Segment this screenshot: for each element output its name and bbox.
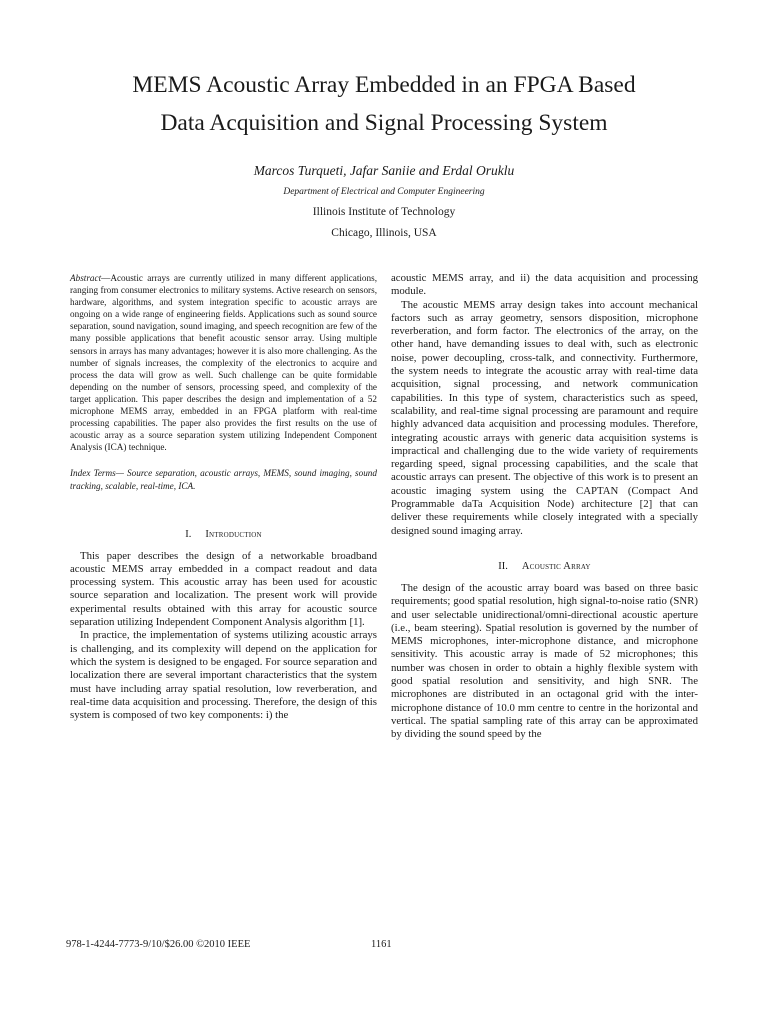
abstract bbox=[70, 272, 377, 453]
intro-paragraph-3: The acoustic MEMS array design takes into account mechanical factors such as array geometry, sensors disposition, microphone reverberation, and form factor. The electronics of the array, on the other hand, have demanding issues to deal with, such as electronic noise, power decoupling, cross-talk, and connectivity. Furthermore, the system needs to integrate the acoustic array with real-time data acquisition, signal processing, and network communication capabilities. In this type of system, characteristics such as speed, scalability, and real-time signal processing are paramount and require highly advanced data acquisition and processing modules. Therefore, integrating acoustic arrays with generic data acquisition systems is impractical and challenging due to the wide variety of requirements regarding speed, signal processing capabilities, and the scale that acoustic arrays can present. The objective of this work is to present an acoustic imaging system using the CAPTAN (Compact And Programmable daTa Acquisition Node) architecture [2] that can deliver these requirements while closely integrated with a specially designed sound imaging array. bbox=[391, 298, 698, 537]
section-name: Introduction bbox=[205, 528, 262, 540]
section-heading-introduction bbox=[70, 528, 377, 542]
intro-paragraph-2: In practice, the implementation of systems utilizing acoustic arrays is challenging, and its complexity will depend on the application for which the system is designed to be engaged. For source separation and localization there are several important characteristics that the system must have including array spatial resolution, low reverberation, and real-time data acquisition and processing. Therefore, the design of this system is composed of two key components: i) the bbox=[70, 629, 377, 722]
index-terms: Index Terms— Source separation, acoustic arrays, MEMS, sound imaging, sound tracking, scalable, real-time, ICA. bbox=[70, 468, 377, 491]
abstract-lead: Abstract bbox=[70, 273, 102, 283]
section-number: I. bbox=[185, 528, 192, 540]
section-heading-acoustic-array bbox=[391, 560, 698, 574]
author-location: Chicago, Illinois, USA bbox=[331, 227, 437, 239]
acoustic-array-paragraph-1: The design of the acoustic array board was based on three basic requirements; good spatial resolution, high signal-to-noise ratio (SNR) and user selectable unidirectional/omni-directional acoustic aperture (i.e., beam steering). Spatial resolution is governed by the number of MEMS microphones, inter-microphone distance, and microphone sensitivity. This acoustic array is made of 52 microphones; this number was chosen in order to obtain a highly flexible system with good spatial resolution and sensitivity, and high SNR. The microphones are distributed in an octagonal grid with the inter-microphone distance of 10.0 mm centre to centre in the horizontal and vertical. The spatial sampling rate of this array can be approximated by dividing the sound speed by the bbox=[391, 581, 698, 741]
intro-paragraph-1: This paper describes the design of a networkable broadband acoustic MEMS array embedded in a compact readout and data processing system. This acoustic array has been used for acoustic source separation and localization. The present work will provide experimental results obtained with this array for acoustic source separation utilizing Independent Component Analysis algorithm [1]. bbox=[70, 549, 377, 629]
section-number: II. bbox=[498, 560, 508, 572]
abstract-text: —Acoustic arrays are currently utilized in many different applications, ranging from consumer electronics to military systems. Active research on sensors, hardware, algorithms, and system integration specific to acoustic arrays are ongoing on a wide range of engineering fields. Applications such as sound source separation, sound navigation, sound imaging, and speech recognition are few of the many possible applications that benefit acoustic sensor array. Using multiple sensors in arrays has many advantages; however it is also more challenging. As the number of signals increases, the complexity of the electronics to acquire and process the data will grow as well. Such challenge can be quite formidable depending on the number of sensors, processing speed, and complexity of the target application. This paper describes the design and implementation of a 52 microphone MEMS array, embedded in an FPGA platform with real-time processing capabilities. The paper also provides the first results on the use of acoustic array as a source separation system utilizing Independent Component Analysis (ICA) technique. bbox=[70, 273, 377, 453]
left-column bbox=[70, 272, 377, 722]
paper-title bbox=[60, 66, 708, 142]
title-line-2: Data Acquisition and Signal Processing System bbox=[160, 110, 608, 136]
footer-isbn: 978-1-4244-7773-9/10/$26.00 ©2010 IEEE bbox=[66, 939, 251, 950]
author-department: Department of Electrical and Computer Engineering bbox=[283, 187, 485, 197]
intro-paragraph-continued: acoustic MEMS array, and ii) the data acquisition and processing module. bbox=[391, 272, 698, 298]
right-column bbox=[391, 272, 698, 742]
section-name: Acoustic Array bbox=[521, 560, 591, 572]
page-number: 1161 bbox=[371, 939, 392, 950]
author-list: Marcos Turqueti, Jafar Saniie and Erdal Oruklu bbox=[253, 163, 515, 178]
author-institute: Illinois Institute of Technology bbox=[312, 206, 456, 218]
title-line-1: MEMS Acoustic Array Embedded in an FPGA Based bbox=[132, 72, 636, 98]
